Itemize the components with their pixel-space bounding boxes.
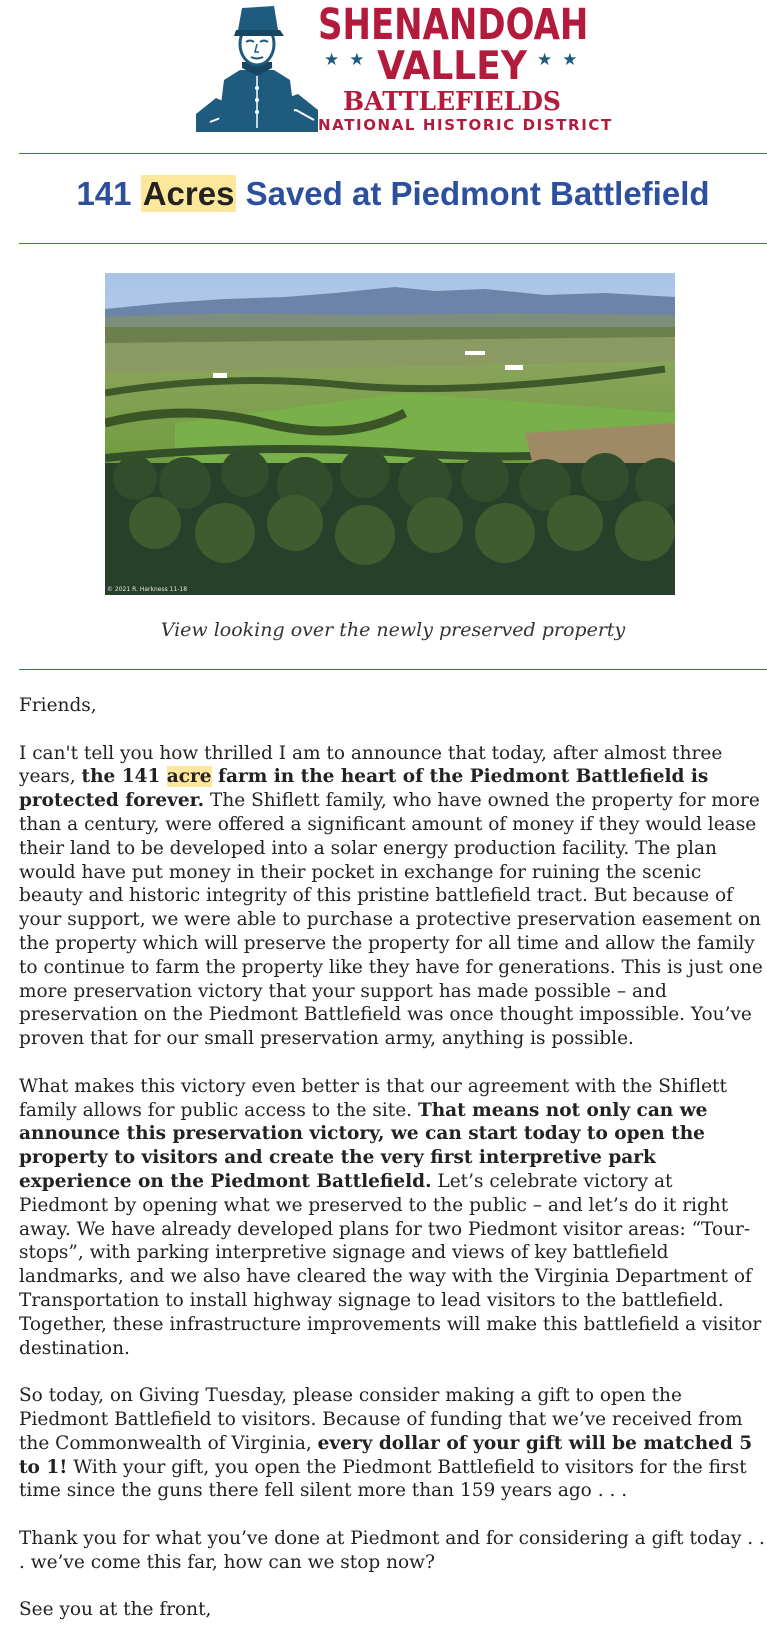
p2-bold: That means not only can we announce this preservation victory, we can start today to open the property to visitors and create the very first interpretive park experience on the Piedmont Battlefield.	[19, 1099, 708, 1192]
paragraph-3	[19, 1384, 767, 1503]
paragraph-1	[19, 742, 767, 1051]
p3-text-c: With your gift, you open the Piedmont Battlefield to visitors for the first time since the guns there fell silent more than 159 years ago . . .	[19, 1456, 747, 1502]
title-suffix: Saved at Piedmont Battlefield	[236, 175, 710, 212]
title-highlight: Acres	[142, 175, 235, 212]
organization-logo[interactable]	[196, 0, 613, 134]
hero-image[interactable]	[105, 273, 675, 595]
p1-bold-b: farm in the heart of the Piedmont Battlefield is protected forever.	[19, 766, 709, 812]
paragraph-2	[19, 1075, 767, 1361]
logo-line-2: VALLEY	[377, 44, 527, 90]
photo-credit: © 2021 R. Harkness 11-18	[107, 586, 188, 593]
p2-text-c: Let’s celebrate victory at Piedmont by opening what we preserved to the public – and let’s do it right away. We have already developed plans for two Piedmont visitor areas: “Tour-stops”, with parking interpretive signage and views of key battlefield landmarks, and we also have cleared the way with the Virginia Department of Transportation to install highway signage to lead visitors to the battlefield. Together, these infrastructure improvements will make this battlefield a visitor destination.	[19, 1170, 762, 1359]
divider-caption	[19, 669, 767, 670]
p3-bold: every dollar of your gift will be matched 5 to 1!	[19, 1432, 753, 1478]
p1-text-a: I can't tell you how thrilled I am to announce that today, after almost three years,	[19, 742, 723, 788]
p2-text-a: What makes this victory even better is that our agreement with the Shiflett family allows for public access to the site.	[19, 1075, 727, 1121]
soldier-portrait-icon	[196, 2, 318, 132]
logo-stars-right: ★★	[537, 50, 588, 70]
title-prefix: 141	[76, 175, 141, 212]
logo-line-3: BATTLEFIELDS	[343, 86, 561, 117]
divider-headline	[19, 243, 767, 244]
p3-text-a: So today, on Giving Tuesday, please consider making a gift to open the Piedmont Battlefield to visitors. Because of funding that we’ve received from the Commonwealth of Virginia,	[19, 1385, 743, 1454]
page-title	[19, 175, 767, 213]
logo-stars-left: ★★	[324, 50, 375, 70]
p1-highlight: acre	[166, 766, 212, 788]
divider-top	[19, 153, 767, 154]
letter-body	[19, 694, 767, 1646]
p1-bold-a: the 141	[81, 766, 167, 788]
logo-line-4: NATIONAL HISTORIC DISTRICT	[318, 116, 613, 134]
paragraph-4: Thank you for what you’ve done at Piedmont and for considering a gift today . . . we’ve come this far, how can we stop now?	[19, 1527, 765, 1573]
landscape-photo-icon	[105, 273, 675, 595]
image-caption: View looking over the newly preserved property	[160, 619, 626, 641]
logo-line-1: SHENANDOAH	[318, 0, 589, 50]
greeting: Friends,	[19, 695, 97, 716]
p1-text-c: The Shiflett family, who have owned the property for more than a century, were offered a significant amount of money if they would lease their land to be developed into a solar energy production facility. The plan would have put money in their pocket in exchange for ruining the scenic beauty and historic integrity of this pristine battlefield tract. But because of your support, we were able to purchase a protective preservation easement on the property which will preserve the property for all time and allow the family to continue to farm the property like they have for generations. This is just one more preservation victory that your support has made possible – and preservation on the Piedmont Battlefield was once thought impossible. You’ve proven that for our small preservation army, anything is possible.	[19, 790, 763, 1050]
closing: See you at the front,	[19, 1599, 212, 1621]
